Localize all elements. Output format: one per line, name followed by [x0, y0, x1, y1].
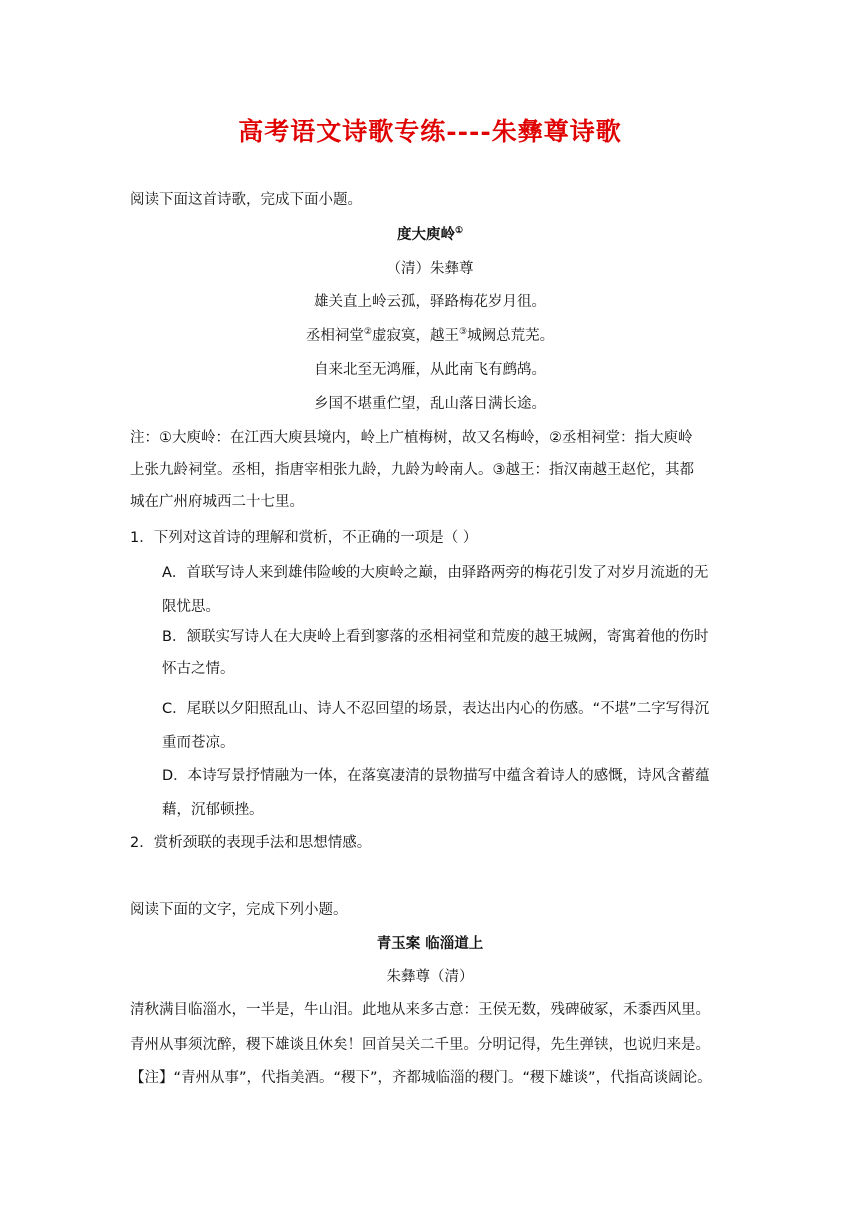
option-c-line: 重而苍凉。 [162, 735, 235, 751]
poem1-title [0, 225, 860, 245]
poem2-author: 朱彝尊（清） [386, 969, 474, 985]
poem1-author: （清）朱彝尊 [386, 261, 474, 277]
poem1-note-line: 城在广州府城西二十七里。 [130, 494, 304, 510]
poem1-note-line: 上张九龄祠堂。丞相，指唐宰相张九龄，九龄为岭南人。③越王：指汉南越王赵佗，其都 [130, 462, 694, 478]
poem1-title-text: 度大庾岭 [396, 226, 455, 243]
option-c-line: C．尾联以夕阳照乱山、诗人不忍回望的场景，表达出内心的伤感。“不堪”二字写得沉 [162, 701, 710, 717]
poem1-line-part: 丞相祠堂 [305, 328, 364, 344]
option-b-line: B．颔联实写诗人在大庚岭上看到寥落的丞相祠堂和荒废的越王城阙，寄寓着他的伤时 [162, 629, 709, 645]
option-d-line: D．本诗写景抒情融为一体，在落寞凄清的景物描写中蕴含着诗人的感慨，诗风含蓄蕴 [162, 768, 710, 784]
poem1-line [0, 326, 860, 346]
poem1-line: 雄关直上岭云孤，驿路梅花岁月徂。 [314, 294, 546, 310]
poem1-note-line: 注：①大庾岭：在江西大庾县境内，岭上广植梅树，故又名梅岭，②丞相祠堂：指大庾岭 [130, 430, 693, 446]
question-2: 2．赏析颈联的表现手法和思想情感。 [130, 835, 372, 851]
option-d-line: 藉，沉郁顿挫。 [162, 802, 264, 818]
poem1-line: 乡国不堪重伫望，乱山落日满长途。 [314, 396, 546, 412]
option-b-line: 怀古之情。 [162, 661, 235, 677]
poem1-line-part: 城阙总荒芜。 [467, 328, 555, 344]
poem2-title: 青玉案 临淄道上 [376, 935, 484, 952]
section2-intro: 阅读下面的文字，完成下列小题。 [130, 902, 348, 918]
footnote-mark: ③ [459, 327, 468, 338]
page-title: 高考语文诗歌专练----朱彝尊诗歌 [238, 117, 622, 146]
poem2-note: 【注】“青州从事”，代指美酒。“稷下”，齐都城临淄的稷门。“稷下雄谈”，代指高谈阔论。 [130, 1070, 712, 1086]
section1-intro: 阅读下面这首诗歌，完成下面小题。 [130, 192, 362, 208]
poem2-text-line: 青州从事须沈醉，稷下雄谈且休矣！回首吴关二千里。分明记得，先生弹铗，也说归来是。 [130, 1037, 710, 1053]
poem2-text-line: 清秋满目临淄水，一半是，牛山泪。此地从来多古意：王侯无数，残碑破冢，禾黍西风里。 [130, 1002, 710, 1018]
option-a-line: 限忧思。 [162, 599, 220, 615]
poem1-title-mark: ① [454, 226, 464, 237]
option-a-line: A．首联写诗人来到雄伟险峻的大庾岭之巅，由驿路两旁的梅花引发了对岁月流逝的无 [162, 565, 709, 581]
question-1: 1．下列对这首诗的理解和赏析，不正确的一项是（ ） [130, 530, 478, 546]
footnote-mark: ② [363, 327, 372, 338]
poem1-line-part: 虚寂寞，越王 [372, 328, 459, 344]
poem1-line: 自来北至无鸿雁，从此南飞有鹧鸪。 [314, 362, 546, 378]
